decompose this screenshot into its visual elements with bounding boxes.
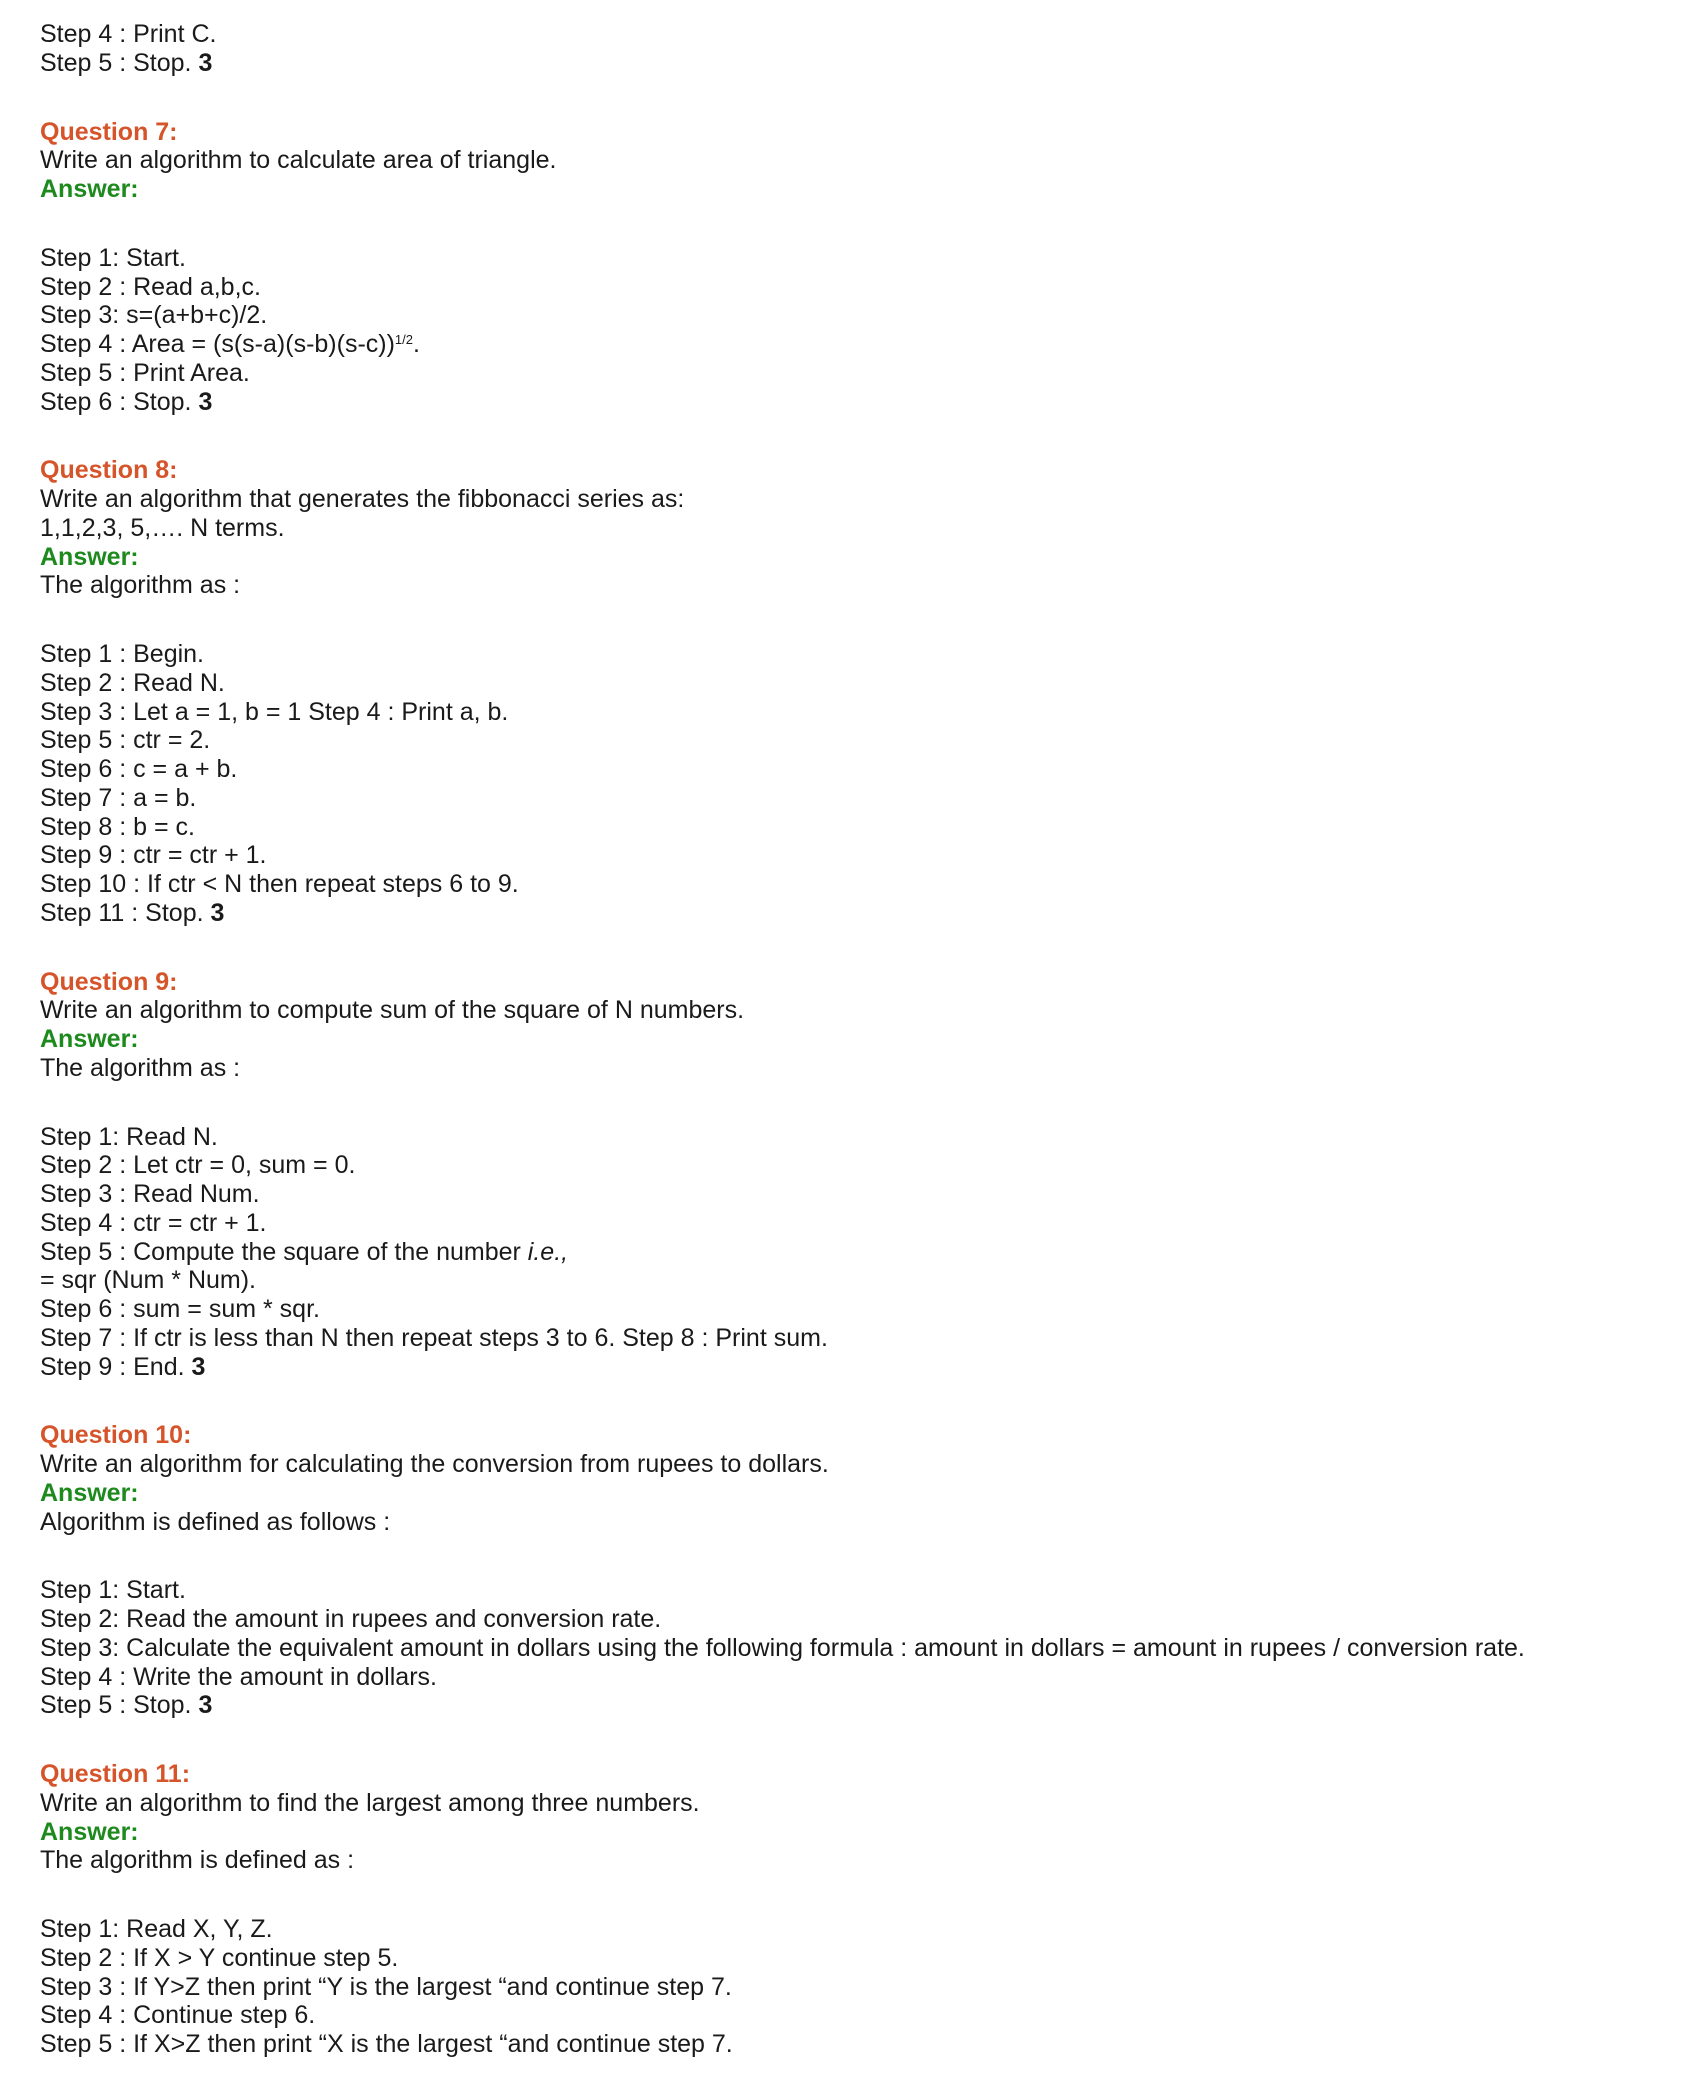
question-10: [40, 1421, 1680, 1720]
step-line: Step 10 : If ctr < N then repeat steps 6 to 9.: [40, 870, 519, 898]
italic-text: i.e.,: [527, 1237, 569, 1266]
question-text: Write an algorithm for calculating the conversion from rupees to dollars.: [40, 1450, 829, 1478]
step-line: Step 4 : Print C.: [40, 20, 217, 48]
step-line: Step 1: Read X, Y, Z.: [40, 1915, 273, 1943]
step-line: Step 3 : Read Num.: [40, 1180, 260, 1208]
step-line: Step 5 : Stop. 3: [40, 1691, 213, 1720]
step-line: Step 6 : sum = sum * sqr.: [40, 1295, 320, 1323]
answer-intro: The algorithm as :: [40, 571, 241, 600]
step-line: Step 11 : Stop. 3: [40, 898, 225, 927]
answer-label: Answer:: [40, 1025, 139, 1053]
question-text: Write an algorithm to compute sum of the square of N numbers.: [40, 996, 745, 1025]
exponent: 1/2: [394, 332, 413, 347]
question-title: Question 11:: [40, 1760, 191, 1788]
answer-label: Answer:: [40, 175, 139, 203]
step-line: Step 2: Read the amount in rupees and conversion rate.: [40, 1605, 662, 1633]
step-line: Step 9 : End. 3: [40, 1352, 206, 1381]
step-line: Step 8 : b = c.: [40, 812, 195, 841]
step-line: Step 2 : If X > Y continue step 5.: [40, 1943, 399, 1972]
step-line: Step 6 : c = a + b.: [40, 755, 238, 783]
question-title: Question 10:: [40, 1421, 192, 1450]
question-11: [40, 1760, 1680, 2059]
question-text: Write an algorithm that generates the fibbonacci series as:: [40, 485, 685, 513]
document-page: [40, 20, 1680, 2059]
question-text: 1,1,2,3, 5,…. N terms.: [40, 513, 285, 542]
step-line: Step 5 : Compute the square of the number i.e.,: [40, 1237, 569, 1266]
answer-intro: The algorithm as :: [40, 1053, 241, 1082]
step-line: Step 5 : Print Area.: [40, 358, 250, 387]
step-line: Step 1 : Begin.: [40, 640, 205, 668]
step-line: Step 7 : If ctr is less than N then repeat steps 3 to 6. Step 8 : Print sum.: [40, 1323, 828, 1352]
marks: 3: [198, 387, 213, 416]
question-text: Write an algorithm to find the largest among three numbers.: [40, 1788, 700, 1817]
step-line: Step 1: Read N.: [40, 1122, 218, 1151]
question-title: Question 8:: [40, 456, 178, 485]
question-title: Question 9:: [40, 967, 178, 996]
step-line: Step 5 : If X>Z then print “X is the largest “and continue step 7.: [40, 2030, 733, 2058]
answer-label: Answer:: [40, 1478, 139, 1507]
answer-label: Answer:: [40, 1817, 139, 1846]
step-line: Step 2 : Read a,b,c.: [40, 272, 261, 301]
question-8: [40, 456, 1680, 927]
step-line: Step 4 : Area = $(s(s-a)(s-b)(s-c))^{1/2}$.: [40, 330, 420, 358]
step-line: Step 4 : ctr = ctr + 1.: [40, 1208, 267, 1237]
step-line: Step 4 : Write the amount in dollars.: [40, 1662, 437, 1691]
marks: 3: [198, 48, 213, 77]
step-line: Step 6 : Stop. 3: [40, 387, 213, 416]
answer-label: Answer:: [40, 542, 139, 571]
step-line: Step 5 : Stop. 3: [40, 48, 213, 77]
step-line: Step 3 : Let a = 1, b = 1 Step 4 : Print a, b.: [40, 697, 509, 726]
question-text: Write an algorithm to calculate area of triangle.: [40, 146, 557, 175]
answer-intro: Algorithm is defined as follows :: [40, 1507, 391, 1536]
step-line: Step 5 : ctr = 2.: [40, 726, 211, 755]
q6-steps: [40, 20, 1680, 78]
marks: 3: [198, 1691, 213, 1720]
step-line: Step 1: Start.: [40, 1576, 186, 1605]
step-line: Step 2 : Read N.: [40, 668, 225, 697]
step-line: Step 3 : If Y>Z then print “Y is the largest “and continue step 7.: [40, 1972, 732, 2001]
answer-intro: The algorithm is defined as :: [40, 1846, 355, 1875]
step-line: Step 7 : a = b.: [40, 783, 197, 812]
step-line: = sqr (Num * Num).: [40, 1266, 257, 1295]
question-9: [40, 968, 1680, 1382]
step-line: Step 3: s=(a+b+c)/2.: [40, 301, 268, 330]
step-line: Step 1: Start.: [40, 243, 186, 272]
step-line: Step 3: Calculate the equivalent amount in dollars using the following formula : amount in dollars = amount in rupees / conversion rate.: [40, 1633, 1525, 1662]
question-title: Question 7:: [40, 117, 178, 146]
step-line: Step 2 : Let ctr = 0, sum = 0.: [40, 1151, 356, 1180]
question-7: [40, 118, 1680, 417]
step-line: Step 9 : ctr = ctr + 1.: [40, 841, 267, 870]
step-line: Step 4 : Continue step 6.: [40, 2001, 316, 2030]
marks: 3: [210, 898, 225, 927]
marks: 3: [191, 1352, 206, 1381]
